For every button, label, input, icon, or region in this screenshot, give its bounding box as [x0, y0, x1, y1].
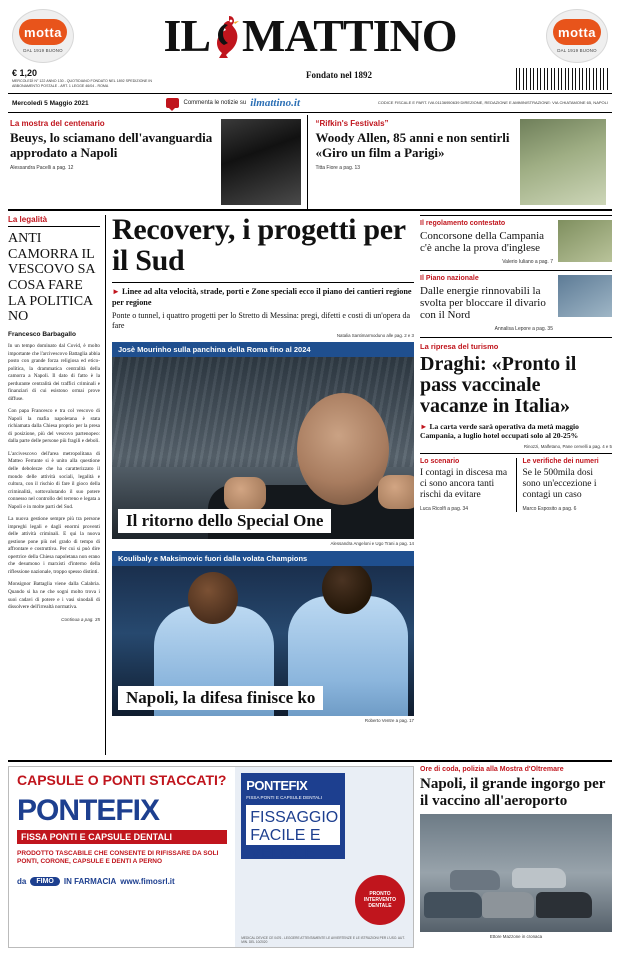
mini-byline-1: Luca Ricolfi a pag. 34 [420, 505, 469, 512]
teaser-byline-2: Titta Fiore a pag. 13 [315, 165, 361, 172]
motta-logo-sub: DAL 1919 BUONO [23, 48, 63, 53]
barcode [516, 68, 608, 90]
package-name: PONTEFIX [246, 778, 308, 793]
cover-price: € 1,20 [12, 68, 38, 78]
bullet-arrow-icon-2: ► [420, 421, 428, 431]
ad-foot-text: IN FARMACIA [63, 877, 117, 887]
editorial-paragraph: La nuova gestione sempre più tra persone impreghi legali e dagli enormi proventi delle attività criminali. E qui la nuova gestione pone più nel grado di tempo di affrontare e costruttiva. Per cui si può dire opertrice della Chiesa napoletana non erano che desumono i marxisti d'interno della riflessione nazionale, troppo spesso distinti. [8, 516, 100, 575]
rooster-icon [212, 12, 242, 60]
napoli-caption: Napoli, la difesa finisce ko [118, 686, 323, 710]
mini-kicker-1: Lo scenario [420, 458, 460, 465]
ad-body-text: PRODOTTO TASCABILE CHE CONSENTE DI RIFISSARE DA SOLI PONTI, CORONE, CAPSULE E DENTI A PERNO [17, 849, 219, 866]
draghi-summary-text: La carta verde sarà operativa da metà maggio Campania, a luglio hotel occupati solo al 20-25% [420, 421, 579, 441]
napoli-photo [112, 566, 414, 716]
headline-rule [112, 282, 414, 283]
car-shape [536, 892, 592, 918]
info-bar [8, 68, 612, 94]
beuys-portrait-photo [221, 119, 301, 205]
ad-website[interactable]: www.fimosrl.it [120, 877, 175, 887]
ad-legal-text: MEDICAL DEVICE CE 0476 - LEGGERE ATTENTAMENTE LE AVVERTENZE E LE ISTRUZIONI PER L'USO. AUT. MIN. DEL 10/2020 [241, 936, 405, 944]
mourinho-story[interactable] [112, 342, 414, 546]
hand-right [378, 475, 414, 509]
motta-logo-left [12, 9, 74, 63]
ad-foot-prefix: da [17, 877, 27, 887]
draghi-headline[interactable]: Draghi: «Pronto il pass vaccinale vacanze in Italia» [420, 352, 577, 417]
bottom-band [8, 760, 612, 948]
car-shape [424, 892, 482, 918]
editorial-continuation[interactable]: Continua a pag. 35 [61, 616, 100, 622]
editorial-author: Francesco Barbagallo [8, 331, 76, 339]
editorial-column [8, 215, 106, 755]
woody-allen-photo [520, 119, 606, 205]
mini-story-verifiche[interactable] [516, 458, 613, 512]
mourinho-banner: Josè Mourinho sulla panchina della Roma fino al 2024 [112, 342, 414, 357]
car-shape [450, 870, 500, 890]
teaser-woody-allen[interactable] [307, 115, 613, 209]
box-headline-2[interactable]: Dalle energie rinnovabili la svolta per bloccare il divario con il Nord [420, 284, 546, 322]
advertisement-pontefix[interactable] [8, 766, 414, 948]
teaser-headline-2[interactable]: Woody Allen, 85 anni e non sentirli «Giro un film a Parigi» [315, 130, 510, 160]
editorial-paragraph: Con papa Francesco e tra col vescovo di Napoli la mafia napoletana è stata richiamata dalla Chiesa proprio per la presa di posizione, più del vescovo partenopeo: dalla parte delle persone più fragili e deboli. [8, 408, 100, 445]
editorial-headline[interactable]: ANTI CAMORRA IL VESCOVO SA COSA FARE LA POLITICA NO [8, 231, 95, 325]
mini-headline-1[interactable]: I contagi in discesa ma ci sono ancora tanti rischi da evitare [420, 468, 508, 500]
motta-badge-label: motta [19, 19, 67, 45]
lead-summary-1 [112, 287, 414, 308]
teaser-kicker-2: “Rifkin's Festivals” [315, 119, 389, 128]
mourinho-photo [112, 357, 414, 539]
page-title [74, 12, 546, 60]
ad-footer [17, 877, 227, 886]
hand-left [224, 477, 266, 511]
box-piano-nazionale[interactable] [420, 270, 612, 337]
napoli-banner: Koulibaly e Maksimovic fuori dalla volata Champions [112, 551, 414, 566]
mourinho-caption: Il ritorno dello Special One [118, 509, 331, 533]
ad-seal-badge: PRONTO INTERVENTO DENTALE [355, 875, 405, 925]
bottom-headline[interactable]: Napoli, il grande ingorgo per il vaccino all'aeroporto [420, 776, 606, 809]
package-claim: FISSAGGIO FACILE E VELOCE [246, 805, 340, 845]
box-concorso[interactable] [420, 215, 612, 270]
mini-stories [420, 453, 612, 512]
motta-badge-label-right: motta [553, 19, 601, 45]
nameplate-mattino: MATTINO [242, 10, 457, 61]
teaser-beuys[interactable] [8, 115, 307, 209]
bottom-credit: Ettore Mazzone in cronaca [489, 934, 543, 939]
issue-date: Mercoledì 5 Maggio 2021 [12, 99, 89, 107]
napoli-story[interactable] [112, 551, 414, 723]
mini-kicker-2: Le verifiche dei numeri [522, 458, 599, 465]
concorso-photo [558, 220, 612, 262]
website-url[interactable]: ilmattino.it [250, 97, 301, 109]
box-kicker: Il regolamento contestato [420, 220, 506, 227]
motta-logo-right [546, 9, 608, 63]
publisher-note: CODICE FISCALE E PART. IVA 01136950639 DIREZIONE, REDAZIONE E AMMINISTRAZIONE: VIA CHIATAMONE 65, NAPOLI [377, 100, 608, 106]
editorial-paragraph: In un tempo dominato dal Covid, è molto importante che l'arcivescovo Battaglia abbia posto con grande forza religiosa ed etico-politica, la drammatica centralità della camorra a Napoli. Il dato di fatto è la perdurante centralità dei traffici criminali e finanziari di cui esistono ormai prove diffuse. [8, 343, 100, 402]
date-bar [8, 94, 612, 113]
mini-story-scenario[interactable] [420, 458, 510, 512]
lead-summary-1-text: Linee ad alta velocità, strade, porti e Zone speciali ecco il piano dei cantieri regione per regione [112, 287, 412, 307]
bottom-story-vaccino[interactable] [420, 766, 612, 948]
mourinho-credit: Alessandra Angeloni e Ugo Trani a pag. 14 [330, 541, 414, 546]
teaser-byline: Alessandra Pacelli a pag. 12 [10, 165, 74, 172]
lead-headline[interactable]: Recovery, i progetti per il Sud [112, 213, 406, 277]
website-promo[interactable] [166, 97, 300, 109]
fimo-logo: FIMO [30, 877, 60, 886]
bottom-kicker: Ore di coda, polizia alla Mostra d'Oltremare [420, 766, 564, 773]
editorial-kicker: La legalità [8, 215, 100, 227]
ad-tagline: FISSA PONTI E CAPSULE DENTALI [17, 830, 227, 844]
bullet-arrow-icon: ► [112, 287, 120, 297]
ad-brand: PONTEFIX [17, 793, 160, 827]
edition-meta: MERCOLEDÌ N° 122 ANNO 130 - QUOTIDIANO FONDATO NEL 1892 SPEDIZIONE IN ABBONAMENTO POSTALE - ART. 1 LEGGE 46/04 - ROMA [12, 79, 152, 88]
draghi-story[interactable] [420, 337, 612, 450]
box-headline[interactable]: Concorsone della Campania c'è anche la prova d'inglese [420, 230, 545, 255]
draghi-byline: Rinozzi, Malfetano, Pane cervelli a pag. 4 e 5 [523, 444, 612, 450]
ad-question: CAPSULE O PONTI STACCATI? [17, 772, 227, 788]
package-sub: FISSA PONTI E CAPSULE DENTALI [246, 795, 322, 800]
founded-line: Fondato nel 1892 [305, 70, 372, 80]
main-content [8, 215, 612, 755]
traffic-queue-photo [420, 814, 612, 932]
car-shape [482, 892, 534, 918]
website-promo-text: Commenta le notizie su [183, 100, 247, 106]
editorial-paragraph: Monsignor Battaglia viene dalla Calabria. Quando si ha ne che sogni molto trova i suoi cadavi di potere e i vasi sinodali di dissolvere dell'irrealtà normativa. [8, 581, 100, 611]
player-head-1 [188, 572, 238, 624]
mini-byline-2: Marco Esposito a pag. 6 [522, 505, 577, 512]
lead-summary-2: Ponte o tunnel, i quattro progetti per lo Stretto di Messina: pregi, difetti e costi di un'opera da fare [112, 310, 411, 330]
energia-photo [558, 275, 612, 317]
teaser-headline[interactable]: Beuys, lo sciamano dell'avanguardia approdato a Napoli [10, 130, 213, 160]
right-column [420, 215, 612, 755]
top-teaser-band [8, 115, 612, 211]
masthead [8, 0, 612, 68]
lead-story-column [112, 215, 414, 755]
nameplate-il: IL [163, 10, 211, 61]
draghi-kicker: La ripresa del turismo [420, 337, 612, 351]
draghi-summary [420, 422, 612, 442]
product-package [241, 773, 345, 862]
motta-logo-sub-right: DAL 1919 BUONO [557, 48, 597, 53]
lead-reference: Natalia Santimarmoduno alle pag. 2 e 3 [336, 333, 414, 339]
box-byline-2: Annalisa Lepore a pag. 35 [494, 325, 553, 332]
editorial-paragraph: L'arcivescovo dell'area metropolitana di Matteo Ferrante si è unito alla questìone delle debolezze che ha caratterizzato il mondo delle attività sociali, legalità e cultura, con il rischio di fare il gioco della criminalità, sottovalutando il suo potere connesso nel controllo del terreno e legata a Napoli e in molte parti del Sud. [8, 450, 100, 510]
price-block [12, 68, 162, 89]
mourinho-face [297, 393, 389, 505]
comment-bubble-icon [166, 98, 179, 108]
ad-product-panel [235, 767, 413, 947]
napoli-credit: Roberto Ventre a pag. 17 [364, 718, 414, 723]
player-head-2 [322, 566, 372, 614]
box-kicker-2: Il Piano nazionale [420, 274, 479, 282]
box-byline: Valerio Iuliano a pag. 7 [502, 258, 553, 265]
car-shape [512, 868, 566, 888]
teaser-kicker: La mostra del centenario [10, 119, 105, 128]
mini-headline-2[interactable]: Se le 500mila dosi sono un'eccezione i contagi un caso [522, 468, 597, 500]
ad-text-panel [9, 767, 235, 947]
